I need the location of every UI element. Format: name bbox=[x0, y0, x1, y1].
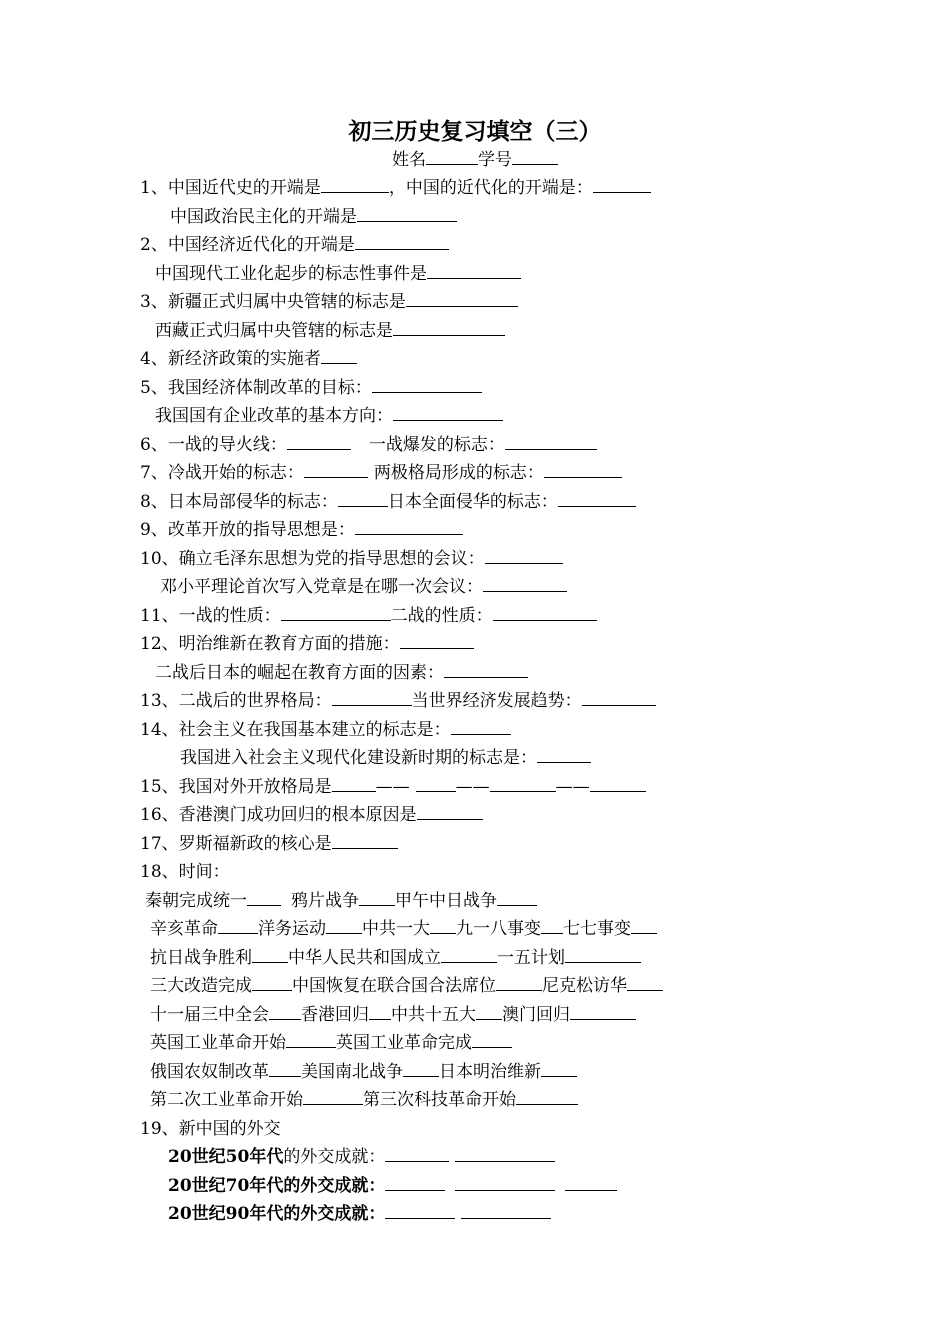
question-text: 11、一战的性质： bbox=[140, 606, 281, 626]
question-1-sub bbox=[170, 205, 457, 229]
event-label: 澳门回归 bbox=[502, 1005, 570, 1025]
question-text: 一战爆发的标志： bbox=[368, 435, 505, 455]
question-text: 10、确立毛泽东思想为党的指导思想的会议： bbox=[140, 549, 485, 569]
question-text: 17、罗斯福新政的核心是 bbox=[140, 834, 332, 854]
answer-blank[interactable] bbox=[541, 1061, 577, 1077]
event-label: 第二次工业革命开始 bbox=[150, 1090, 303, 1110]
question-text: 邓小平理论首次写入党章是在哪一次会议： bbox=[160, 577, 483, 597]
question-text: 12、明治维新在教育方面的措施： bbox=[140, 634, 400, 654]
answer-blank[interactable] bbox=[565, 947, 641, 963]
dash: —— bbox=[455, 777, 490, 797]
answer-blank[interactable] bbox=[627, 975, 663, 991]
answer-blank[interactable] bbox=[269, 1004, 301, 1020]
event-label: 第三次科技革命开始 bbox=[363, 1090, 516, 1110]
event-label: 中共十五大 bbox=[391, 1005, 476, 1025]
timeline-row-3 bbox=[150, 946, 641, 970]
question-text: 3、新疆正式归属中央管辖的标志是 bbox=[140, 292, 406, 312]
answer-blank[interactable] bbox=[570, 1004, 636, 1020]
question-10-sub bbox=[160, 575, 567, 599]
id-blank[interactable] bbox=[512, 149, 558, 165]
answer-blank[interactable] bbox=[218, 918, 258, 934]
name-id-row bbox=[0, 148, 950, 172]
event-label: 英国工业革命开始 bbox=[150, 1033, 286, 1053]
decade-label: 20世纪50年代 bbox=[168, 1147, 284, 1167]
question-text: 2、中国经济近代化的开端是 bbox=[140, 235, 355, 255]
diplomacy-90s bbox=[168, 1202, 551, 1226]
question-9 bbox=[140, 518, 463, 542]
question-5 bbox=[140, 376, 482, 400]
question-text: 13、二战后的世界格局： bbox=[140, 691, 332, 711]
question-text: 日本全面侵华的标志： bbox=[387, 492, 558, 512]
diplomacy-70s bbox=[168, 1174, 617, 1198]
question-text: 20世纪90年代的外交成就： bbox=[168, 1204, 386, 1224]
timeline-row-4 bbox=[150, 974, 663, 998]
answer-blank[interactable] bbox=[304, 462, 368, 478]
event-label: 尼克松访华 bbox=[542, 976, 627, 996]
answer-blank[interactable] bbox=[269, 1061, 301, 1077]
question-14 bbox=[140, 718, 511, 742]
question-3 bbox=[140, 290, 518, 314]
question-4 bbox=[140, 347, 357, 371]
question-5-sub bbox=[155, 404, 503, 428]
event-label: 美国南北战争 bbox=[301, 1062, 403, 1082]
question-18 bbox=[140, 860, 230, 884]
event-label: 鸦片战争 bbox=[291, 891, 359, 911]
question-3-sub bbox=[155, 319, 505, 343]
answer-blank[interactable] bbox=[385, 1146, 449, 1162]
event-label: 辛亥革命 bbox=[150, 919, 218, 939]
answer-blank[interactable] bbox=[281, 605, 391, 621]
answer-blank[interactable] bbox=[476, 1004, 502, 1020]
question-text: 18、时间： bbox=[140, 862, 230, 882]
event-label: 中国恢复在联合国合法席位 bbox=[292, 976, 496, 996]
question-text: 16、香港澳门成功回归的根本原因是 bbox=[140, 805, 417, 825]
answer-blank[interactable] bbox=[461, 1203, 551, 1219]
answer-blank[interactable] bbox=[417, 804, 483, 820]
answer-blank[interactable] bbox=[406, 291, 518, 307]
answer-blank[interactable] bbox=[565, 1175, 617, 1191]
question-6 bbox=[140, 433, 597, 457]
answer-blank[interactable] bbox=[416, 776, 456, 792]
question-12-sub bbox=[155, 661, 528, 685]
question-text: 8、日本局部侵华的标志： bbox=[140, 492, 338, 512]
answer-blank[interactable] bbox=[493, 605, 597, 621]
timeline-row-6 bbox=[150, 1031, 512, 1055]
answer-blank[interactable] bbox=[355, 234, 449, 250]
question-text: 当世界经济发展趋势： bbox=[411, 691, 582, 711]
answer-blank[interactable] bbox=[472, 1032, 512, 1048]
answer-blank[interactable] bbox=[393, 320, 505, 336]
answer-blank[interactable] bbox=[385, 1175, 445, 1191]
answer-blank[interactable] bbox=[544, 462, 622, 478]
answer-blank[interactable] bbox=[332, 690, 412, 706]
name-label: 姓名 bbox=[392, 150, 426, 170]
event-label: 日本明治维新 bbox=[439, 1062, 541, 1082]
question-text: 5、我国经济体制改革的目标： bbox=[140, 378, 372, 398]
question-text: 的外交成就： bbox=[283, 1147, 386, 1167]
answer-blank[interactable] bbox=[252, 975, 292, 991]
question-2-sub bbox=[155, 262, 521, 286]
answer-blank[interactable] bbox=[332, 833, 398, 849]
answer-blank[interactable] bbox=[505, 434, 597, 450]
question-15 bbox=[140, 775, 646, 799]
event-label: 甲午中日战争 bbox=[395, 891, 497, 911]
answer-blank[interactable] bbox=[455, 1146, 555, 1162]
answer-blank[interactable] bbox=[582, 690, 656, 706]
event-label: 三大改造完成 bbox=[150, 976, 252, 996]
answer-blank[interactable] bbox=[303, 1089, 363, 1105]
answer-blank[interactable] bbox=[541, 918, 563, 934]
answer-blank[interactable] bbox=[497, 890, 537, 906]
question-text: 1、中国近代史的开端是 bbox=[140, 178, 321, 198]
question-1 bbox=[140, 176, 651, 200]
event-label: 香港回归 bbox=[301, 1005, 369, 1025]
event-label: 七七事变 bbox=[563, 919, 631, 939]
question-text: 中国政治民主化的开端是 bbox=[170, 207, 357, 227]
answer-blank[interactable] bbox=[516, 1089, 578, 1105]
answer-blank[interactable] bbox=[332, 776, 376, 792]
question-text: 9、改革开放的指导思想是： bbox=[140, 520, 355, 540]
answer-blank[interactable] bbox=[427, 263, 521, 279]
timeline-row-2 bbox=[150, 917, 657, 941]
answer-blank[interactable] bbox=[321, 177, 389, 193]
dash: —— bbox=[555, 777, 590, 797]
answer-blank[interactable] bbox=[441, 947, 497, 963]
question-text: 西藏正式归属中央管辖的标志是 bbox=[155, 321, 393, 341]
question-text: 我国进入社会主义现代化建设新时期的标志是： bbox=[180, 748, 537, 768]
answer-blank[interactable] bbox=[355, 519, 463, 535]
answer-blank[interactable] bbox=[252, 947, 288, 963]
answer-blank[interactable] bbox=[338, 491, 388, 507]
question-text: ，中国的近代化的开端是： bbox=[388, 178, 593, 198]
timeline-row-8 bbox=[150, 1088, 578, 1112]
question-text: 二战的性质： bbox=[390, 606, 493, 626]
dash: —— bbox=[375, 777, 410, 797]
answer-blank[interactable] bbox=[286, 1032, 336, 1048]
event-label: 中华人民共和国成立 bbox=[288, 948, 441, 968]
answer-blank[interactable] bbox=[357, 206, 457, 222]
question-11 bbox=[140, 604, 597, 628]
answer-blank[interactable] bbox=[631, 918, 657, 934]
answer-blank[interactable] bbox=[385, 1203, 455, 1219]
question-text: 二战后日本的崛起在教育方面的因素： bbox=[155, 663, 444, 683]
answer-blank[interactable] bbox=[590, 776, 646, 792]
diplomacy-50s bbox=[168, 1145, 555, 1169]
question-2 bbox=[140, 233, 449, 257]
page-title: 初三历史复习填空（三） bbox=[348, 118, 602, 145]
answer-blank[interactable] bbox=[287, 434, 351, 450]
answer-blank[interactable] bbox=[369, 1004, 391, 1020]
question-text: 20世纪70年代的外交成就： bbox=[168, 1176, 386, 1196]
answer-blank[interactable] bbox=[485, 548, 563, 564]
answer-blank[interactable] bbox=[372, 377, 482, 393]
question-12 bbox=[140, 632, 474, 656]
question-text: 19、新中国的外交 bbox=[140, 1119, 281, 1139]
answer-blank[interactable] bbox=[483, 576, 567, 592]
event-label: 十一届三中全会 bbox=[150, 1005, 269, 1025]
event-label: 洋务运动 bbox=[258, 919, 326, 939]
event-label: 英国工业革命完成 bbox=[336, 1033, 472, 1053]
question-10 bbox=[140, 547, 563, 571]
question-text: 14、社会主义在我国基本建立的标志是： bbox=[140, 720, 451, 740]
question-8 bbox=[140, 490, 636, 514]
id-label: 学号 bbox=[478, 150, 512, 170]
question-13 bbox=[140, 689, 656, 713]
answer-blank[interactable] bbox=[326, 918, 362, 934]
timeline-row-7 bbox=[150, 1060, 577, 1084]
name-blank[interactable] bbox=[426, 149, 478, 165]
answer-blank[interactable] bbox=[247, 890, 281, 906]
question-7 bbox=[140, 461, 622, 485]
answer-blank[interactable] bbox=[537, 747, 591, 763]
question-16 bbox=[140, 803, 483, 827]
question-text: 我国国有企业改革的基本方向： bbox=[155, 406, 393, 426]
event-label: 秦朝完成统一 bbox=[145, 891, 247, 911]
answer-blank[interactable] bbox=[400, 633, 474, 649]
answer-blank[interactable] bbox=[393, 405, 503, 421]
event-label: 九一八事变 bbox=[456, 919, 541, 939]
question-text: 中国现代工业化起步的标志性事件是 bbox=[155, 264, 427, 284]
question-19 bbox=[140, 1117, 281, 1141]
answer-blank[interactable] bbox=[403, 1061, 439, 1077]
answer-blank[interactable] bbox=[558, 491, 636, 507]
question-text: 15、我国对外开放格局是 bbox=[140, 777, 332, 797]
question-text: 7、冷战开始的标志： bbox=[140, 463, 304, 483]
event-label: 一五计划 bbox=[497, 948, 565, 968]
question-text: 两极格局形成的标志： bbox=[373, 463, 544, 483]
answer-blank[interactable] bbox=[444, 662, 528, 678]
timeline-row-1 bbox=[145, 889, 537, 913]
timeline-row-5 bbox=[150, 1003, 636, 1027]
answer-blank[interactable] bbox=[490, 776, 556, 792]
answer-blank[interactable] bbox=[451, 719, 511, 735]
answer-blank[interactable] bbox=[430, 918, 456, 934]
question-text: 4、新经济政策的实施者 bbox=[140, 349, 321, 369]
event-label: 俄国农奴制改革 bbox=[150, 1062, 269, 1082]
question-14-sub bbox=[180, 746, 591, 770]
answer-blank[interactable] bbox=[496, 975, 542, 991]
answer-blank[interactable] bbox=[321, 348, 357, 364]
question-text: 6、一战的导火线： bbox=[140, 435, 287, 455]
answer-blank[interactable] bbox=[593, 177, 651, 193]
answer-blank[interactable] bbox=[359, 890, 395, 906]
question-17 bbox=[140, 832, 398, 856]
event-label: 抗日战争胜利 bbox=[150, 948, 252, 968]
answer-blank[interactable] bbox=[455, 1175, 555, 1191]
event-label: 中共一大 bbox=[362, 919, 430, 939]
